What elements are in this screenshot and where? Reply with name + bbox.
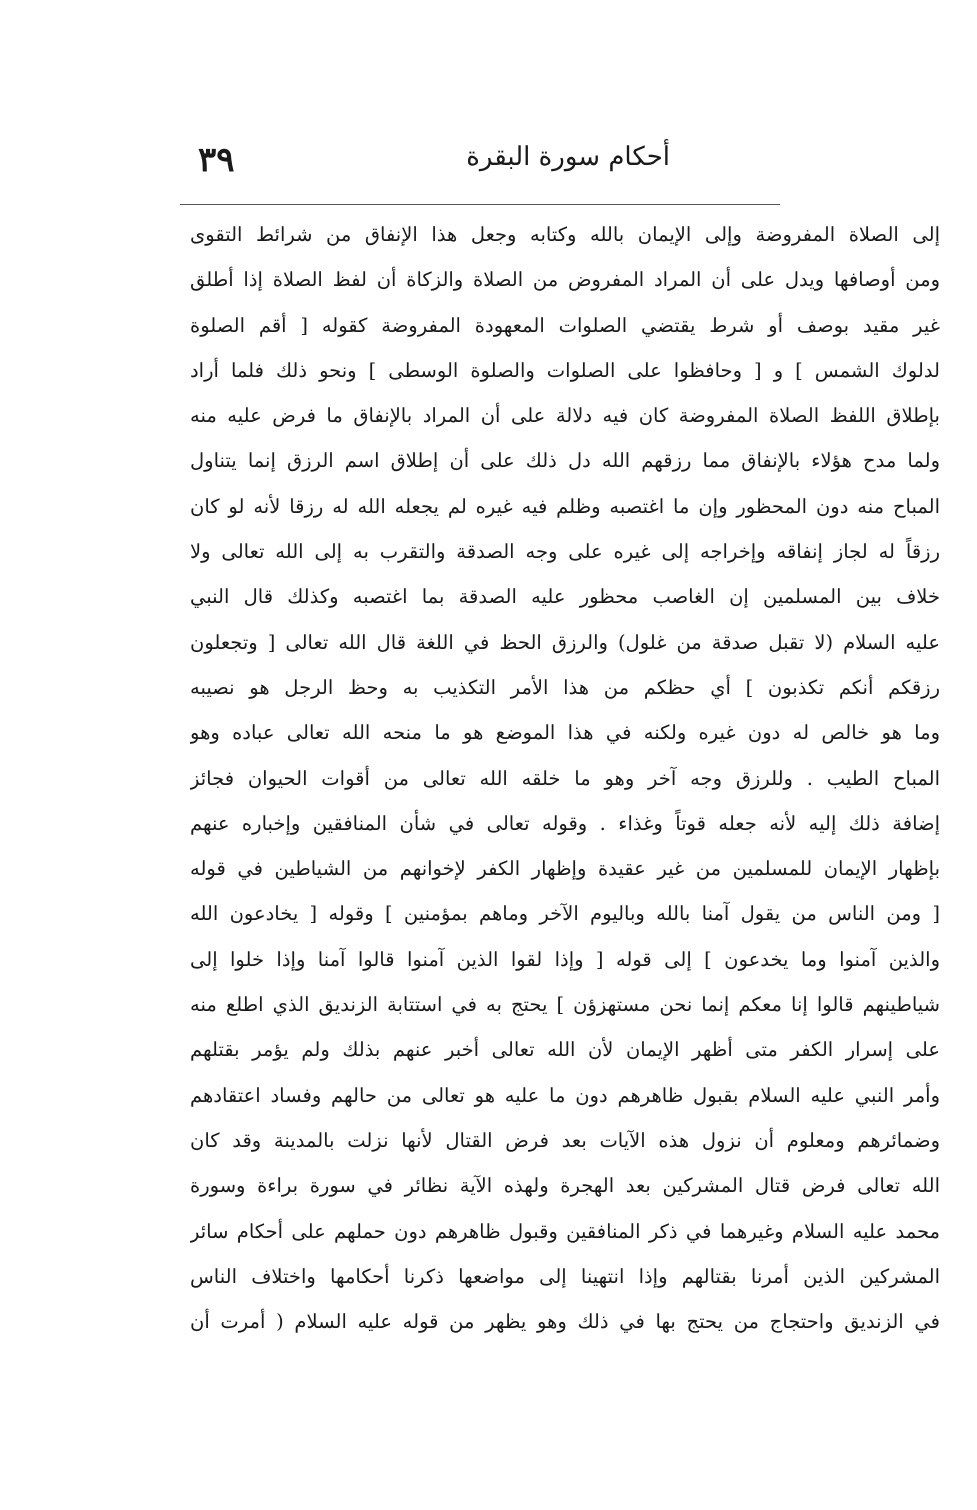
- page-header: [180, 138, 800, 188]
- text-line: بإطلاق اللفظ الصلاة المفروضة كان فيه دلالة على أن المراد بالإنفاق ما فرض عليه منه: [190, 404, 940, 428]
- page-number: ٣٩: [198, 140, 235, 180]
- text-line: لدلوك الشمس ] و [ وحافظوا على الصلوات والصلوة الوسطى ] ونحو ذلك فلما أراد: [190, 358, 940, 382]
- text-line: والذين آمنوا وما يخدعون ] إلى قوله [ وإذا لقوا الذين آمنوا قالوا آمنا وإذا خلوا إلى: [190, 947, 940, 971]
- text-line: غير مقيد بوصف أو شرط يقتضي الصلوات المعهودة المفروضة كقوله [ أقم الصلوة: [190, 313, 940, 337]
- text-line: إلى الصلاة المفروضة وإلى الإيمان بالله وكتابه وجعل هذا الإنفاق من شرائط التقوى: [190, 223, 940, 246]
- text-line: وضمائرهم ومعلوم أن نزول هذه الآيات بعد فرض القتال لأنها نزلت بالمدينة وقد كان: [190, 1128, 940, 1152]
- text-line: ومن أوصافها ويدل على أن المراد المفروض من الصلاة والزكاة أن لفظ الصلاة إذا أطلق: [190, 268, 940, 292]
- text-line: على إسرار الكفر متى أظهر الإيمان لأن الله تعالى أخبر عنهم بذلك ولم يؤمر بقتلهم: [190, 1038, 940, 1062]
- text-line: خلاف بين المسلمين إن الغاصب محظور عليه الصدقة بما اغتصبه وكذلك قال النبي: [190, 585, 940, 609]
- text-line: وما هو خالص له دون غيره ولكنه في هذا الموضع هو ما منحه الله تعالى عباده وهو: [190, 721, 940, 745]
- running-title: أحكام سورة البقرة: [466, 142, 670, 172]
- text-line: رزقاً له لجاز إنفاقه وإخراجه إلى غيره على وجه الصدقة والتقرب به إلى الله تعالى ولا: [190, 540, 940, 564]
- text-line: في الزنديق واحتجاج من يحتج بها في ذلك وهو يظهر من قوله عليه السلام ( أمرت أن: [190, 1310, 940, 1334]
- text-line: الله تعالى فرض قتال المشركين بعد الهجرة ولهذه الآية نظائر في سورة براءة وسورة: [190, 1174, 940, 1198]
- text-line: المشركين الذين أمرنا بقتالهم وإذا انتهينا إلى مواضعها ذكرنا أحكامها واختلاف الناس: [190, 1264, 940, 1288]
- text-line: وأمر النبي عليه السلام بقبول ظاهرهم دون ما عليه هو تعالى من حالهم وفساد اعتقادهم: [190, 1083, 940, 1107]
- text-line: عليه السلام (لا تقبل صدقة من غلول) والرزق الحظ في اللغة قال الله تعالى [ وتجعلون: [190, 630, 940, 654]
- body-text: [190, 212, 940, 1344]
- text-line: بإظهار الإيمان للمسلمين من غير عقيدة وإظهار الكفر لإخوانهم من الشياطين في قوله: [190, 857, 940, 881]
- text-line: رزقكم أنكم تكذبون ] أي حظكم من هذا الأمر التكذيب به وحظ الرجل هو نصيبه: [190, 675, 940, 699]
- header-rule: [180, 204, 780, 205]
- text-line: ولما مدح هؤلاء بالإنفاق مما رزقهم الله دل ذلك على أن إطلاق اسم الرزق إنما يتناول: [190, 449, 940, 473]
- text-line: [ ومن الناس من يقول آمنا بالله وباليوم الآخر وماهم بمؤمنين ] وقوله [ يخادعون الله: [190, 902, 940, 926]
- text-line: شياطينهم قالوا إنا معكم إنما نحن مستهزؤن ] يحتج به في استتابة الزنديق الذي اطلع منه: [190, 993, 940, 1017]
- text-line: إضافة ذلك إليه لأنه جعله قوتاً وغذاء . وقوله تعالى في شأن المنافقين وإخباره عنهم: [190, 811, 940, 835]
- text-line: المباح الطيب . وللرزق وجه آخر وهو ما خلقه الله تعالى من أقوات الحيوان فجائز: [190, 766, 940, 790]
- text-line: المباح منه دون المحظور وإن ما اغتصبه وظلم فيه غيره لم يجعله الله له رزقا لأنه لو كان: [190, 494, 940, 518]
- text-line: محمد عليه السلام وغيرهما في ذكر المنافقين وقبول ظاهرهم دون حملهم على أحكام سائر: [190, 1219, 940, 1243]
